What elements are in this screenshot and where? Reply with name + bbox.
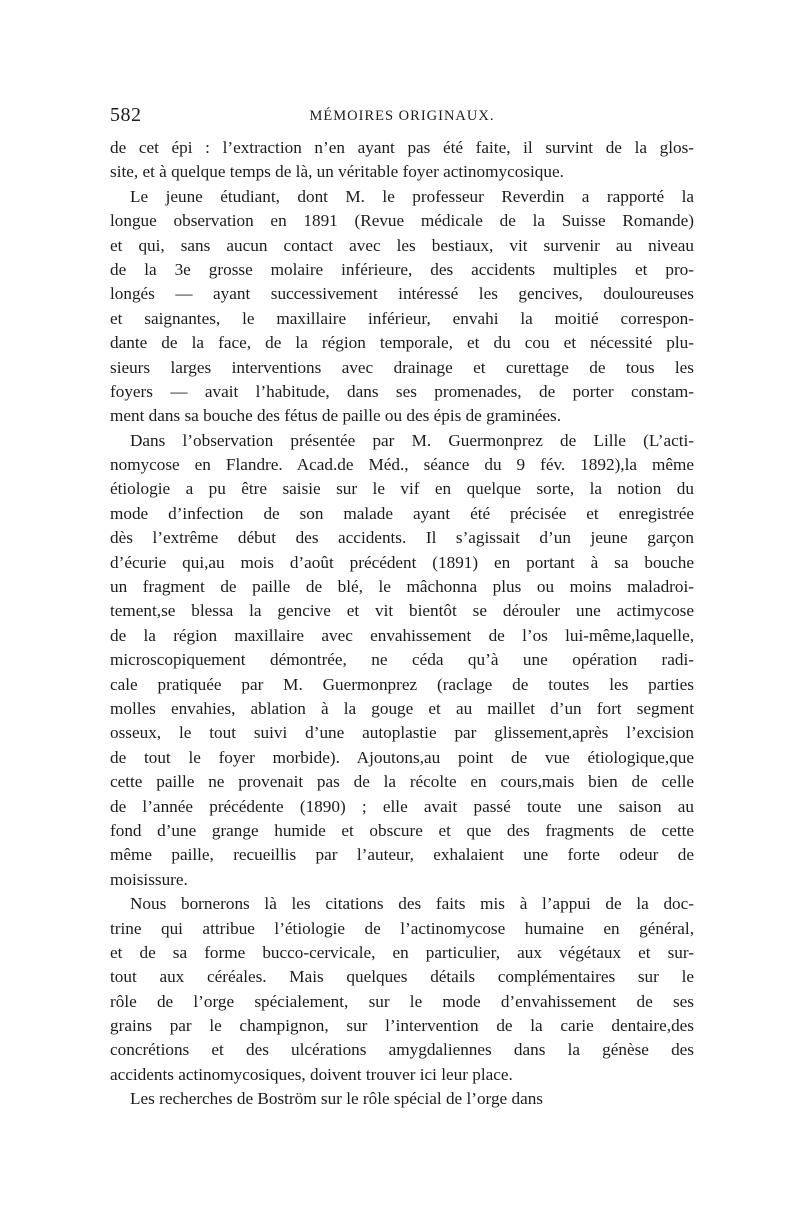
text-line: dante de la face, de la région temporale, et du cou et nécessité plu- <box>110 333 694 353</box>
page-number: 582 <box>110 104 142 126</box>
text-line: microscopiquement démontrée, ne céda qu’à une opération radi- <box>110 650 694 670</box>
body-text <box>110 136 694 1112</box>
text-line: de l’année précédente (1890) ; elle avait passé toute une saison au <box>110 796 694 816</box>
text-line: trine qui attribue l’étiologie de l’actinomycose humaine en général, <box>110 918 694 938</box>
text-line: de cet épi : l’extraction n’en ayant pas été faite, il survint de la glos- <box>110 138 694 157</box>
text-line: nomycose en Flandre. Acad.de Méd., séance du 9 fév. 1892),la même <box>110 455 694 475</box>
text-line: cette paille ne provenait pas de la récolte en cours,mais bien de celle <box>110 772 694 792</box>
text-line: rôle de l’orge spécialement, sur le mode d’envahissement de ses <box>110 991 694 1011</box>
text-line: fond d’une grange humide et obscure et que des fragments de cette <box>110 820 694 840</box>
text-line: Les recherches de Boström sur le rôle spécial de l’orge dans <box>130 1089 543 1109</box>
text-line: et saignantes, le maxillaire inférieur, envahi la moitié correspon- <box>110 308 694 328</box>
text-line: concrétions et des ulcérations amygdaliennes dans la génèse des <box>110 1040 694 1060</box>
text-line: de tout le foyer morbide). Ajoutons,au point de vue étiologique,que <box>110 747 694 767</box>
text-line: longue observation en 1891 (Revue médicale de la Suisse Romande) <box>110 211 694 231</box>
text-line: accidents actinomycosiques, doivent trouver ici leur place. <box>110 1064 513 1084</box>
paragraph <box>110 892 694 1087</box>
text-line: site, et à quelque temps de là, un véritable foyer actinomycosique. <box>110 162 564 182</box>
text-line: étiologie a pu être saisie sur le vif en quelque sorte, la notion du <box>110 479 694 499</box>
text-line: Le jeune étudiant, dont M. le professeur Reverdin a rapporté la <box>130 186 694 206</box>
text-line: tout aux céréales. Mais quelques détails complémentaires sur le <box>110 967 694 987</box>
text-line: dès l’extrême début des accidents. Il s’agissait d’un jeune garçon <box>110 528 694 548</box>
text-line: sieurs larges interventions avec drainage et curettage de tous les <box>110 357 694 377</box>
text-line: osseux, le tout suivi d’une autoplastie par glissement,après l’excision <box>110 723 694 743</box>
page <box>110 96 694 1176</box>
text-line: de la région maxillaire avec envahissement de l’os lui-même,laquelle, <box>110 625 694 645</box>
text-line: de la 3e grosse molaire inférieure, des accidents multiples et pro- <box>110 259 694 279</box>
text-line: ment dans sa bouche des fétus de paille ou des épis de graminées. <box>110 406 562 426</box>
text-line: et qui, sans aucun contact avec les bestiaux, vit survenir au niveau <box>110 235 694 255</box>
text-line: longés — ayant successivement intéressé les gencives, douloureuses <box>110 284 694 304</box>
running-title: MÉMOIRES ORIGINAUX. <box>309 108 495 124</box>
paragraph <box>110 185 694 429</box>
text-line: Dans l’observation présentée par M. Guermonprez de Lille (L’acti- <box>130 430 694 450</box>
paragraph <box>110 1087 694 1111</box>
text-line: et de sa forme bucco-cervicale, en particulier, aux végétaux et sur- <box>110 942 694 962</box>
text-line: même paille, recueillis par l’auteur, exhalaient une forte odeur de <box>110 845 694 865</box>
text-line: mode d’infection de son malade ayant été précisée et enregistrée <box>110 503 694 523</box>
text-line: molles envahies, ablation à la gouge et au maillet d’un fort segment <box>110 698 694 718</box>
text-line: Nous bornerons là les citations des faits mis à l’appui de la doc- <box>130 894 694 914</box>
text-line: un fragment de paille de blé, le mâchonna plus ou moins maladroi- <box>110 577 694 597</box>
paragraph <box>110 429 694 892</box>
text-line: tement,se blessa la gencive et vit bientôt se dérouler une actimycose <box>110 601 694 621</box>
running-head <box>110 96 694 136</box>
text-line: moisissure. <box>110 869 188 889</box>
text-line: foyers — avait l’habitude, dans ses promenades, de porter constam- <box>110 381 694 401</box>
text-line: cale pratiquée par M. Guermonprez (raclage de toutes les parties <box>110 674 694 694</box>
text-line: grains par le champignon, sur l’intervention de la carie dentaire,des <box>110 1016 694 1036</box>
text-line: d’écurie qui,au mois d’août précédent (1891) en portant à sa bouche <box>110 552 694 572</box>
paragraph <box>110 136 694 185</box>
